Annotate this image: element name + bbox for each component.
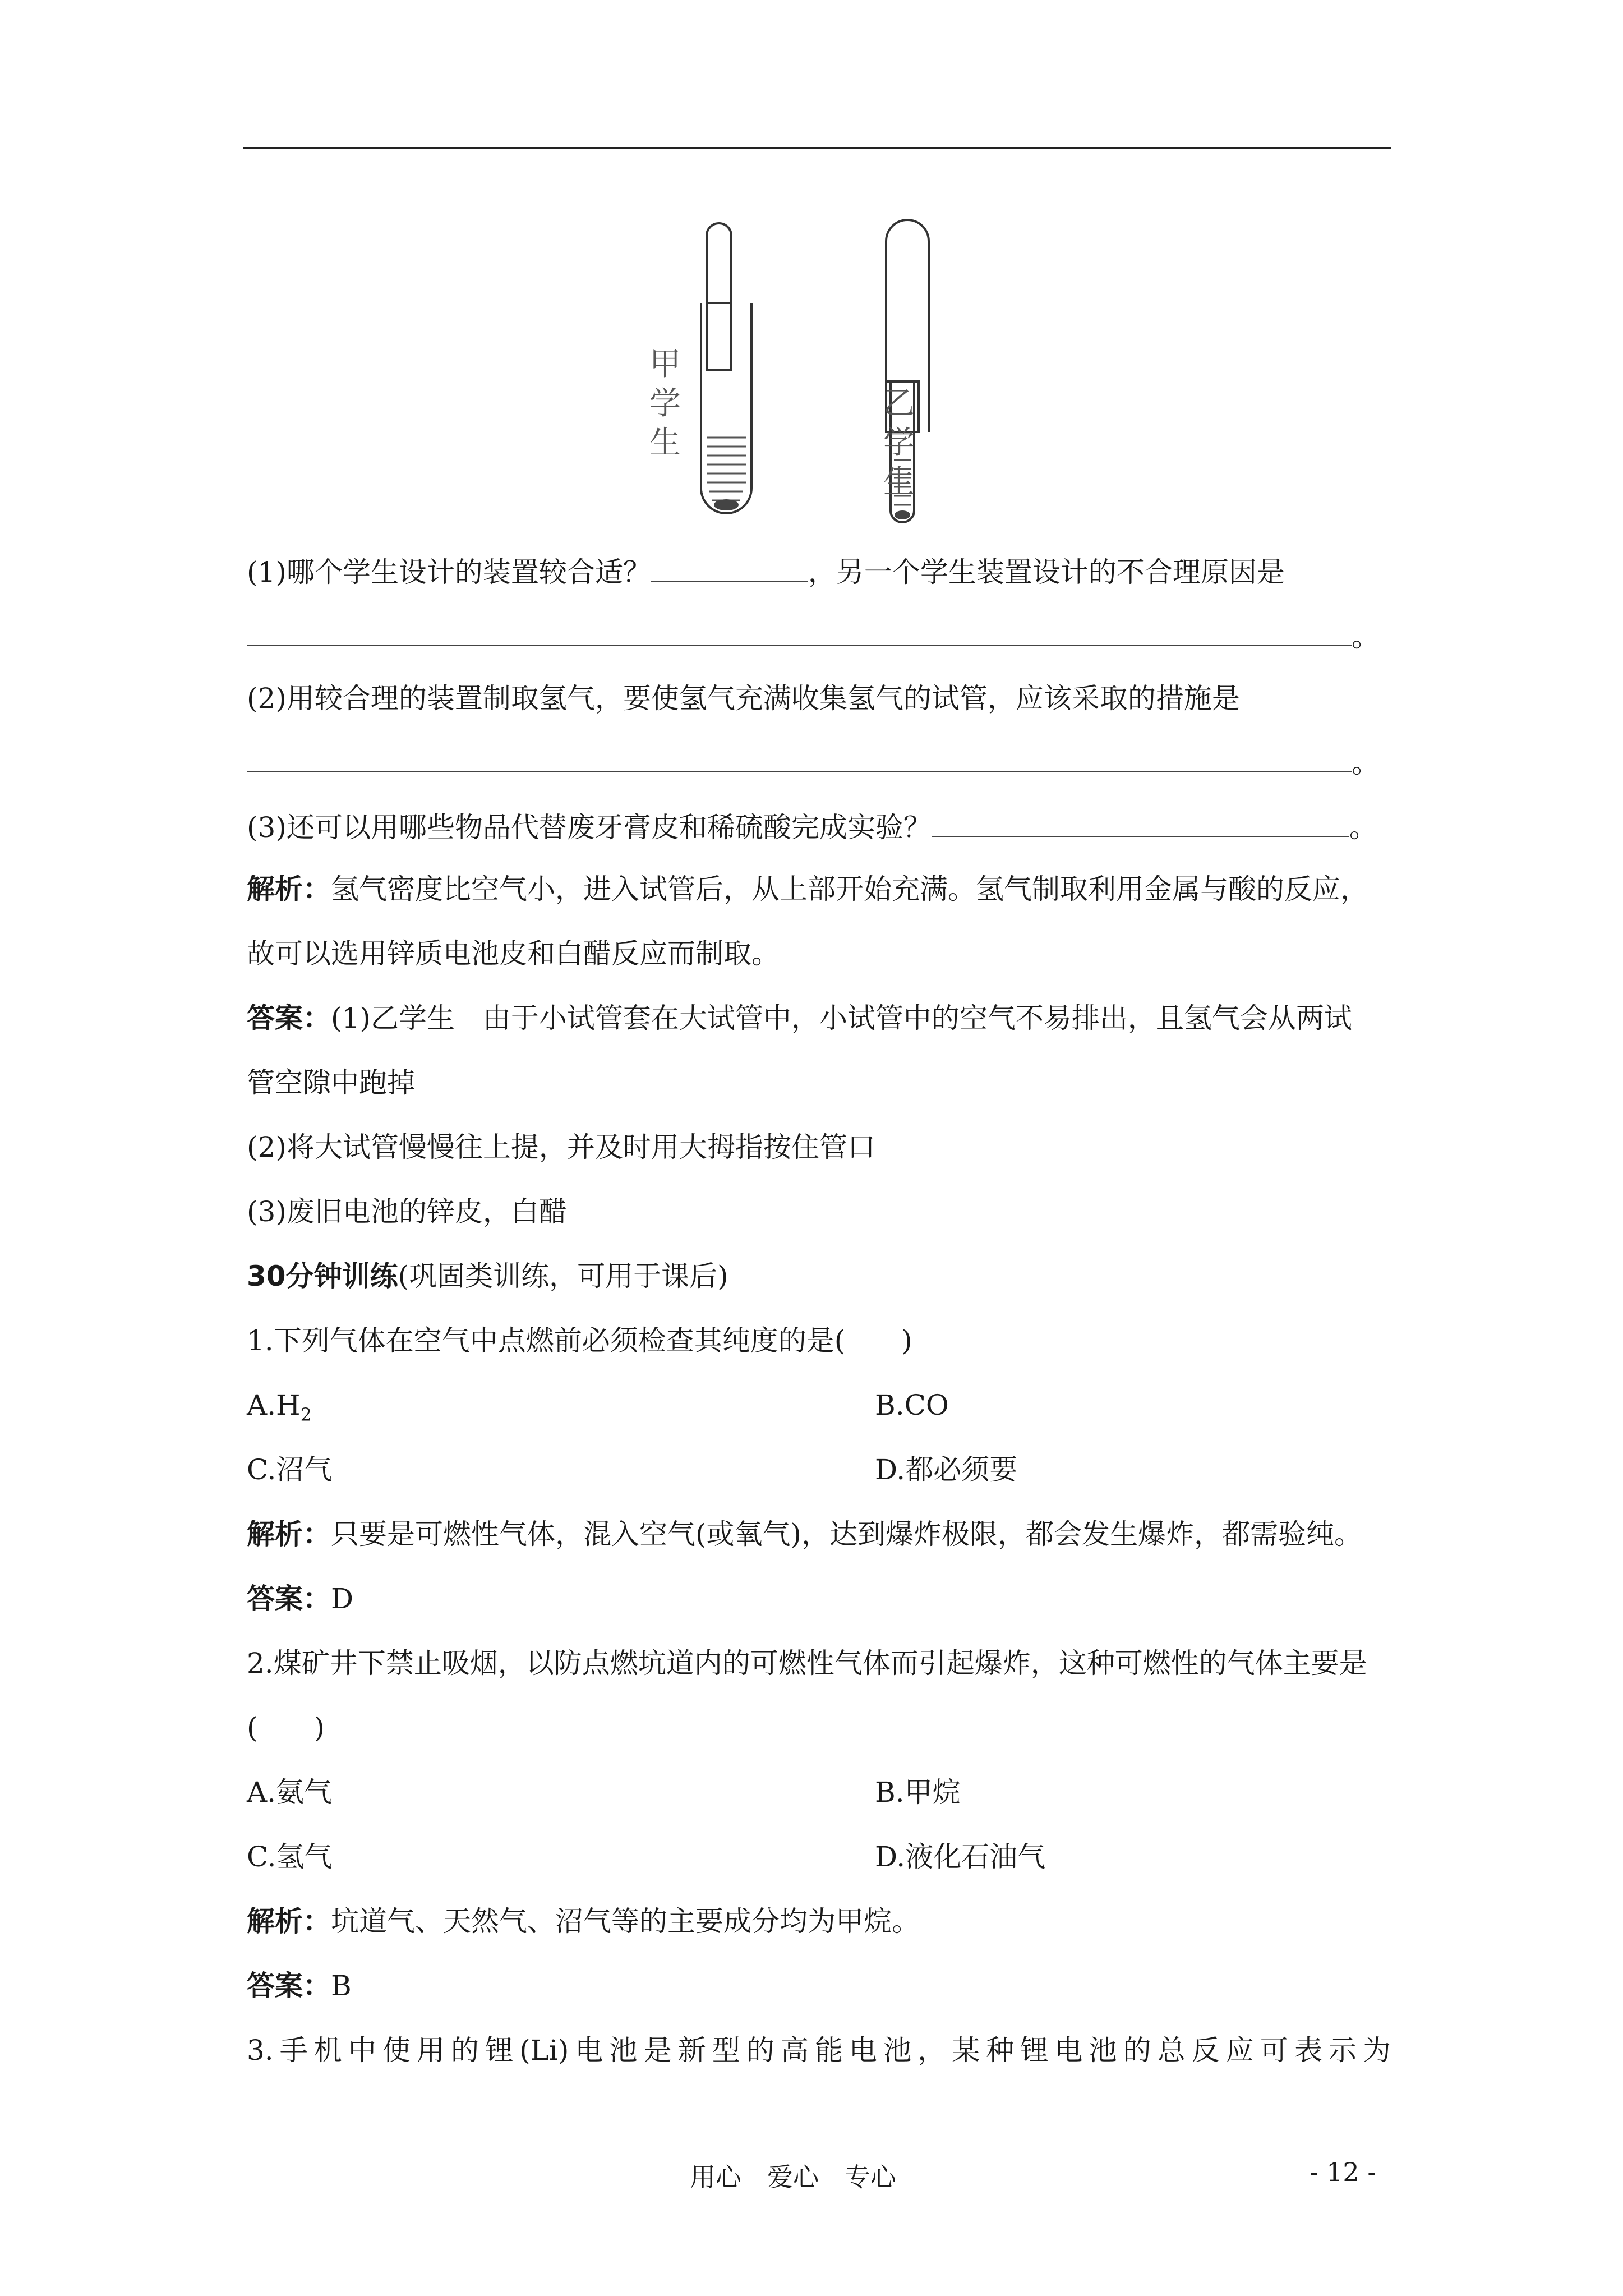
question-2-line-1: 2.煤矿井下禁止吸烟，以防点燃坑道内的可燃性气体而引起爆炸，这种可燃性的气体主要是 bbox=[247, 1647, 1367, 1680]
yi-solid bbox=[895, 510, 910, 519]
q1-option-a[interactable]: $A.H_2$ bbox=[247, 1389, 312, 1425]
answer-1-line-1: 答案：(1)乙学生 由于小试管套在大试管中，小试管中的空气不易排出，且氢气会从两试 bbox=[247, 1002, 1352, 1034]
question-sub2-blank-line: 。 bbox=[247, 746, 1380, 780]
figure-label-jia: 甲学生 bbox=[649, 346, 681, 461]
answer-blank-4[interactable] bbox=[932, 811, 1349, 837]
header-rule bbox=[243, 147, 1391, 149]
question-1: 1.下列气体在空气中点燃前必须检查其纯度的是( ) bbox=[247, 1324, 912, 1357]
jia-solid bbox=[714, 499, 739, 510]
analysis-1-line-1: 解析：氢气密度比空气小，进入试管后，从上部开始充满。氢气制取利用金属与酸的反应， bbox=[247, 873, 1368, 905]
footer-slogan: 用心 爱心 专心 bbox=[690, 2162, 896, 2192]
q2-option-a[interactable]: A.氨气 bbox=[247, 1776, 333, 1809]
q1-option-b[interactable]: B.CO bbox=[875, 1389, 949, 1421]
figure-label-yi: 乙学生 bbox=[883, 385, 915, 500]
q1-option-d[interactable]: D.都必须要 bbox=[875, 1453, 1018, 1486]
answer-1-line-4: (3)废旧电池的锌皮，白醋 bbox=[247, 1195, 567, 1228]
answer-blank-2[interactable] bbox=[247, 620, 1352, 646]
page-number: - 12 - bbox=[1310, 2157, 1376, 2187]
answer-3: 答案：B bbox=[247, 1970, 352, 2002]
answer-1-line-2: 管空隙中跑掉 bbox=[247, 1066, 415, 1099]
answer-2: 答案：D bbox=[247, 1582, 354, 1615]
jia-inner-mouth bbox=[707, 303, 731, 370]
jia-inner-tube bbox=[707, 223, 731, 370]
q2-option-c[interactable]: C.氢气 bbox=[247, 1841, 333, 1873]
question-sub3: (3)还可以用哪些物品代替废牙膏皮和稀硫酸完成实验？ 。 bbox=[247, 811, 1377, 844]
q2-option-d[interactable]: D.液化石油气 bbox=[875, 1841, 1046, 1873]
analysis-3: 解析：坑道气、天然气、沼气等的主要成分均为甲烷。 bbox=[247, 1905, 920, 1938]
question-3-line-1: 3.手机中使用的锂(Li)电池是新型的高能电池，某种锂电池的总反应可表示为 bbox=[247, 2034, 1391, 2067]
question-sub2: (2)用较合理的装置制取氢气，要使氢气充满收集氢气的试管，应该采取的措施是 bbox=[247, 682, 1240, 715]
answer-blank-3[interactable] bbox=[247, 747, 1352, 772]
analysis-2: 解析：只要是可燃性气体，混入空气(或氧气)，达到爆炸极限，都会发生爆炸，都需验纯。 bbox=[247, 1518, 1363, 1550]
question-sub1-blank-line: 。 bbox=[247, 620, 1380, 654]
section-heading: 30分钟训练(巩固类训练，可用于课后) bbox=[247, 1260, 728, 1292]
q2-option-b[interactable]: B.甲烷 bbox=[875, 1776, 961, 1809]
question-2-line-2: ( ) bbox=[247, 1711, 325, 1744]
analysis-1-line-2: 故可以选用锌质电池皮和白醋反应而制取。 bbox=[247, 937, 780, 970]
question-sub1: (1)哪个学生设计的装置较合适？ ，另一个学生装置设计的不合理原因是 bbox=[247, 556, 1285, 588]
answer-blank-1[interactable] bbox=[651, 556, 808, 582]
answer-1-line-3: (2)将大试管慢慢往上提，并及时用大拇指按住管口 bbox=[247, 1131, 875, 1163]
q1-option-c[interactable]: C.沼气 bbox=[247, 1453, 333, 1486]
